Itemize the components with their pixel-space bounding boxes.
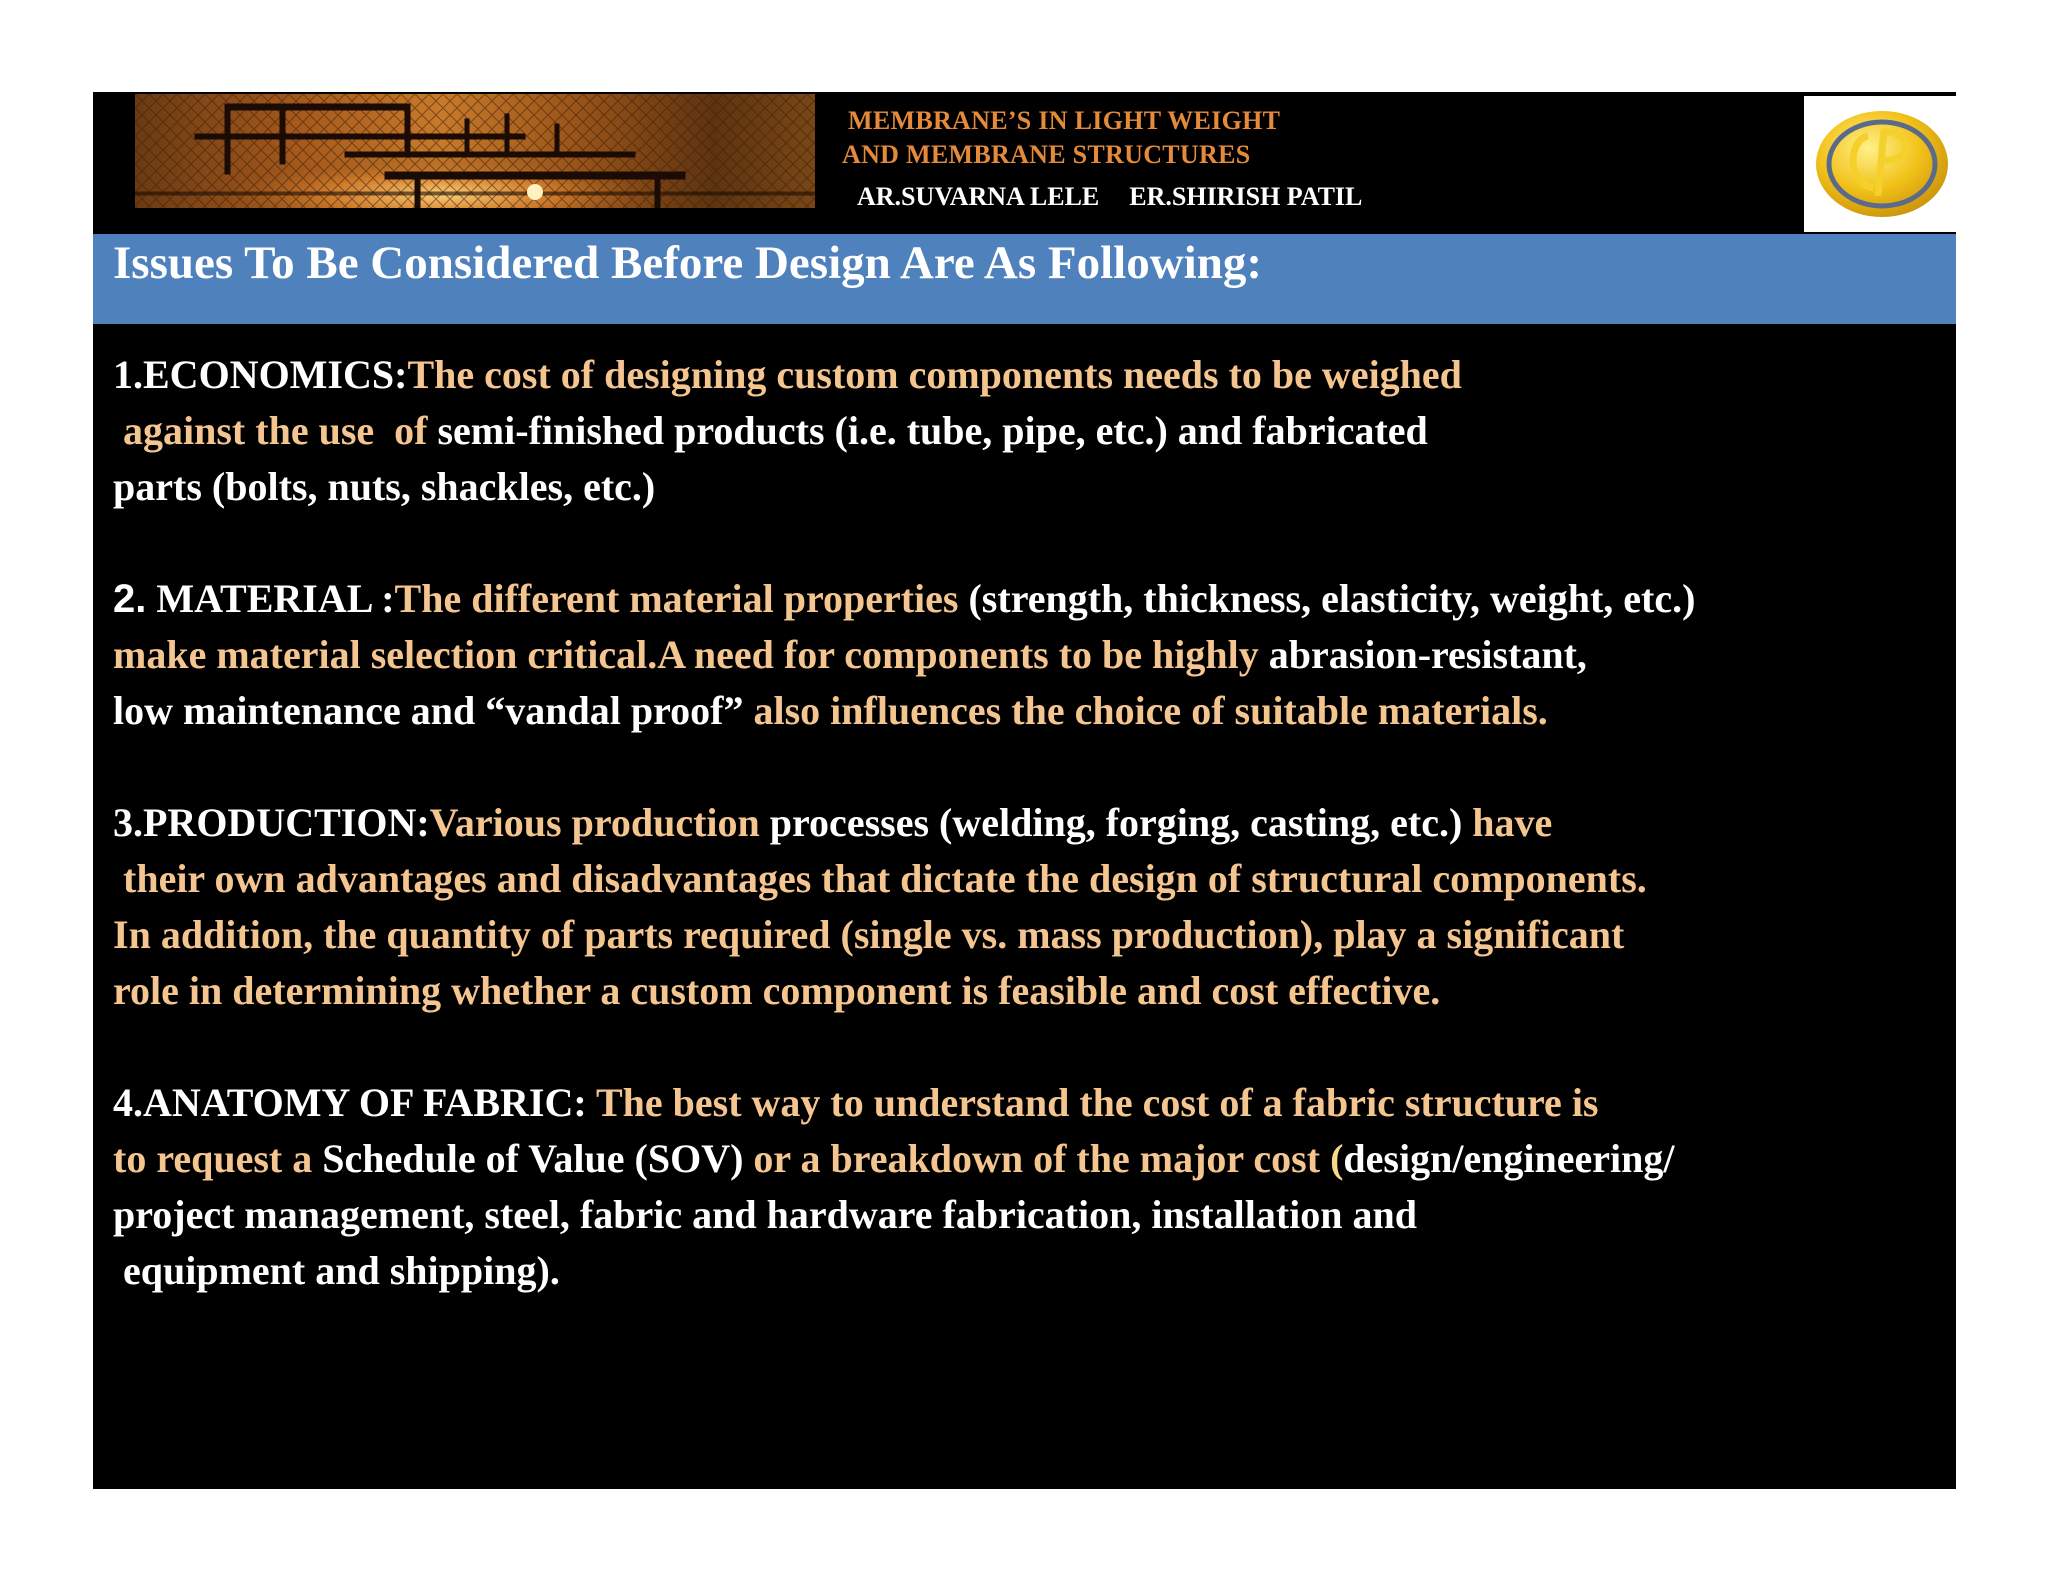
production-line-4 (113, 963, 1440, 1019)
anatomy-text: The best way to understand the cost of a fabric structure is (595, 1080, 1599, 1125)
header-title-line2: AND MEMBRANE STRUCTURES (842, 140, 1251, 169)
anatomy-text: or a breakdown of the major cost (753, 1136, 1331, 1181)
anatomy-text: Schedule of Value (SOV) (322, 1136, 754, 1181)
anatomy-line-3 (113, 1187, 1417, 1243)
production-line-2 (113, 851, 1647, 907)
economics-line-3 (113, 459, 655, 515)
economics-heading: 1.ECONOMICS: (113, 352, 408, 397)
production-line-1 (113, 795, 1552, 851)
production-text: Various production (429, 800, 770, 845)
production-text: role in determining whether a custom component is feasible and cost effective. (113, 968, 1441, 1013)
slide-title: Issues To Be Considered Before Design Are As Following: (113, 237, 1262, 289)
slide (93, 92, 1956, 1489)
economics-line-2 (113, 403, 1428, 459)
anatomy-line-1 (113, 1075, 1599, 1131)
anatomy-heading: 4.ANATOMY OF FABRIC: (113, 1080, 596, 1125)
anatomy-text: project management, steel, fabric and hardware fabrication, installation and (113, 1192, 1418, 1237)
anatomy-text: equipment and shipping). (113, 1248, 560, 1293)
cp-logo-icon (1804, 96, 1956, 232)
material-number: 2. (113, 577, 147, 621)
logo-graphic (1804, 96, 1956, 232)
economics-text: parts (bolts, nuts, shackles, etc.) (113, 464, 656, 509)
material-text: also influences the choice of suitable materials. (753, 688, 1548, 733)
production-text: processes (welding, forging, casting, etc.) (769, 800, 1473, 845)
membrane-structure-photo (135, 94, 815, 208)
material-text: low maintenance and “vandal proof” (113, 688, 754, 733)
author-1: AR.SUVARNA LELE (857, 182, 1100, 211)
production-heading: 3.PRODUCTION: (113, 800, 430, 845)
anatomy-line-2 (113, 1131, 1675, 1187)
material-line-3 (113, 683, 1548, 739)
photo-graphic (135, 94, 815, 208)
production-text: their own advantages and disadvantages that dictate the design of structural components. (113, 856, 1647, 901)
material-text: The different material properties (394, 576, 969, 621)
production-line-3 (113, 907, 1624, 963)
economics-line-1 (113, 347, 1462, 403)
material-line-1 (113, 571, 1695, 627)
economics-text: semi-finished products (i.e. tube, pipe, etc.) and fabricated (437, 408, 1428, 453)
material-text: (strength, thickness, elasticity, weight, etc.) (968, 576, 1696, 621)
author-2: ER.SHIRISH PATIL (1129, 182, 1363, 211)
header-title-line1: MEMBRANE’S IN LIGHT WEIGHT (848, 106, 1281, 135)
material-text: make material selection critical.A need for components to be highly (113, 632, 1269, 677)
production-text: In addition, the quantity of parts required (single vs. mass production), play a significant (113, 912, 1625, 957)
material-line-2 (113, 627, 1587, 683)
anatomy-text: ( (1330, 1136, 1344, 1181)
material-heading: MATERIAL : (146, 576, 395, 621)
material-text: abrasion-resistant, (1268, 632, 1587, 677)
production-text: have (1472, 800, 1553, 845)
anatomy-text: design/engineering/ (1343, 1136, 1675, 1181)
anatomy-text: to request a (113, 1136, 323, 1181)
anatomy-line-4 (113, 1243, 560, 1299)
economics-text: against the use of (113, 408, 438, 453)
economics-text: The cost of designing custom components needs to be weighed (407, 352, 1462, 397)
header-authors (857, 180, 1362, 214)
